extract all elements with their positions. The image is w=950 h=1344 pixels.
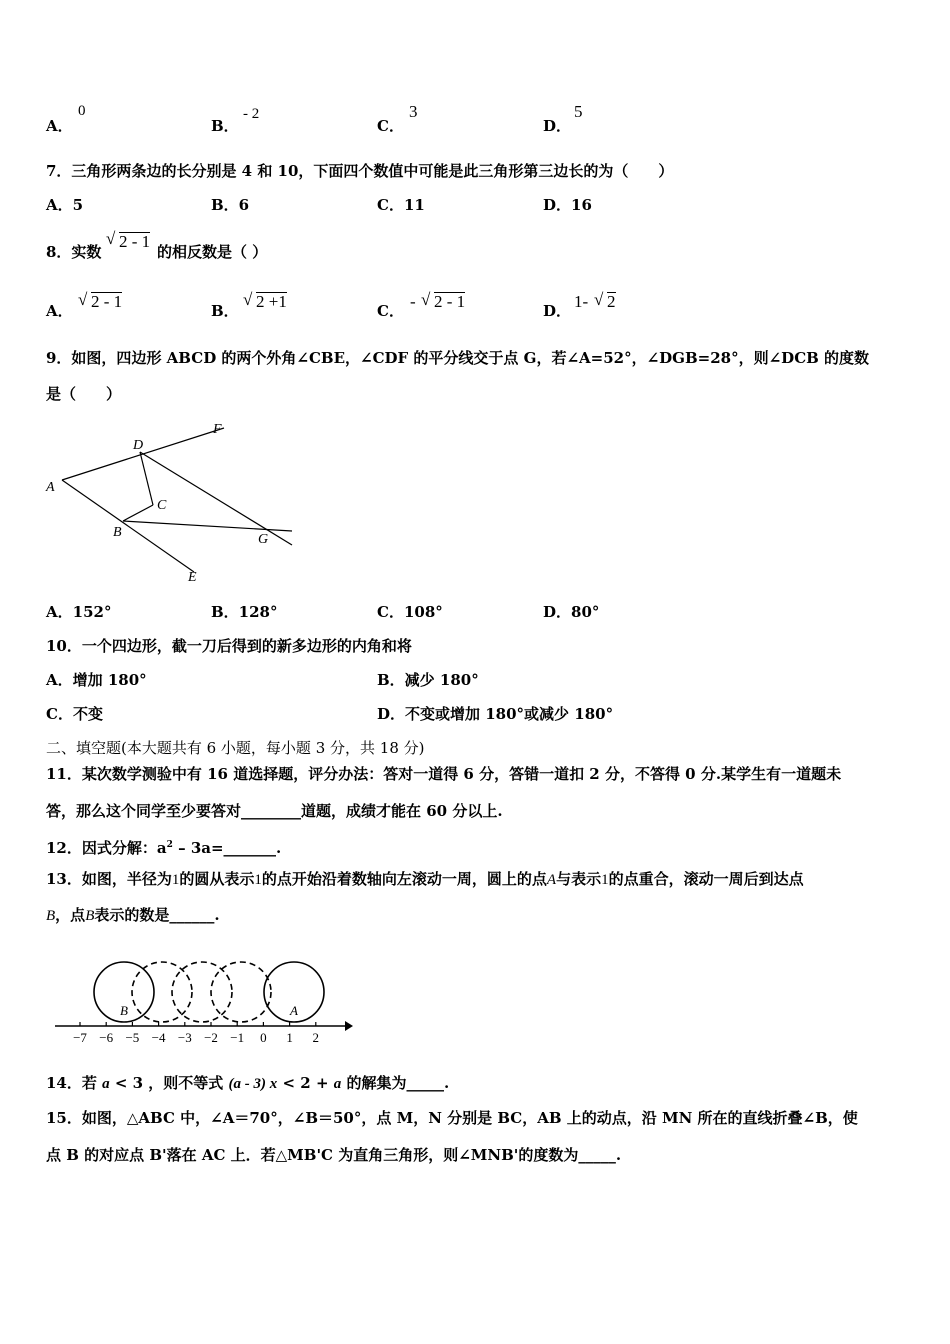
- q13-tick-label: 0: [260, 1030, 267, 1045]
- q13-text-4: 与表示: [556, 870, 602, 888]
- q8-option-c-expression: 2 - 1: [434, 292, 466, 311]
- q8-option-a-label: A．: [46, 302, 73, 320]
- q6-option-a-label: A．: [46, 117, 73, 135]
- q13-tick-label: −4: [151, 1030, 166, 1045]
- q9-label-C: C: [157, 498, 167, 513]
- q9-option-d: D．80°: [543, 603, 600, 621]
- q10-option-a: A．增加 180°: [46, 671, 147, 689]
- q13-arrow-head-icon: [345, 1021, 353, 1031]
- q13-label-B: B: [120, 1003, 128, 1018]
- q14-prefix: 14．若: [46, 1074, 103, 1092]
- q15-line2: 点 B 的对应点 B'落在 AC 上．若△MB'C 为直角三角形，则∠MNB'的度数为_____.: [46, 1146, 622, 1164]
- q13-number-1c: 1: [601, 872, 609, 888]
- q10-option-b: B．减少 180°: [377, 671, 479, 689]
- q13-tick-label: −1: [230, 1030, 245, 1045]
- q7-option-a: A．5: [46, 196, 84, 214]
- q14-var-a-2: a: [333, 1076, 342, 1092]
- q14-condition: < 3 ，则不等式: [109, 1074, 229, 1092]
- q14-suffix: 的解集为_____.: [341, 1074, 450, 1092]
- q9-stem-line2: 是（ ）: [46, 385, 122, 403]
- q6-option-d-label: D．: [543, 117, 572, 135]
- q12-prefix: 12．因式分解：a: [46, 839, 167, 857]
- q7-option-d: D．16: [543, 196, 592, 214]
- q9-label-E: E: [188, 570, 197, 585]
- q13-tick-label: −6: [99, 1030, 114, 1045]
- q6-option-b-label: B．: [211, 117, 239, 135]
- q12-suffix: – 3a=_______.: [172, 839, 282, 857]
- q8-stem-expression: 2 - 1: [119, 232, 151, 251]
- q13-point-B: B: [46, 908, 56, 924]
- q9-label-D: D: [133, 438, 144, 453]
- q9-option-a: A．152°: [46, 603, 112, 621]
- q6-option-b-value: - 2: [243, 106, 260, 122]
- q13-number-1a: 1: [171, 872, 180, 888]
- q13-text-2: 的圆从表示: [179, 870, 255, 888]
- q13-circle-dashed-1: [132, 962, 192, 1022]
- q13-tick-label: −7: [73, 1030, 87, 1045]
- q13-text-3: 的点开始沿着数轴向左滚动一周，圆上的点: [261, 870, 547, 888]
- q6-option-d-value: 5: [574, 102, 583, 121]
- q7-option-b: B．6: [211, 196, 250, 214]
- q9-label-G: G: [258, 532, 269, 547]
- q7-stem: 7．三角形两条边的长分别是 4 和 10，下面四个数值中可能是此三角形第三边长的为（ ）: [46, 162, 674, 180]
- q9-label-B: B: [113, 525, 122, 540]
- q7-option-c: C．11: [377, 196, 425, 214]
- q13-text-1: 13．如图，半径为: [46, 870, 172, 888]
- q13-tick-label: −2: [204, 1030, 218, 1045]
- q8-option-c-label: C．: [377, 302, 404, 320]
- q9-label-F: F: [213, 422, 222, 437]
- q13-text-5: 的点重合，滚动一周后到达点: [608, 870, 804, 888]
- q13-tick-label: 2: [312, 1030, 320, 1045]
- q13-circle-dashed-3: [211, 962, 271, 1022]
- q13-tick-label: −3: [177, 1030, 192, 1045]
- q13-point-A: A: [546, 872, 557, 888]
- q13-circle-dashed-2: [172, 962, 232, 1022]
- q14-inequality: < 2 +: [277, 1074, 334, 1092]
- q6-option-a-value: 0: [78, 103, 86, 119]
- q14-factor: (a - 3): [228, 1076, 267, 1092]
- q8-option-c-sign: -: [410, 292, 416, 311]
- q13-text-7: 表示的数是______.: [94, 906, 220, 924]
- q10-option-c: C．不变: [46, 705, 103, 723]
- q8-option-b-radical-icon: √: [243, 290, 253, 309]
- q8-option-b-expression: 2 +1: [256, 292, 287, 311]
- q12-exponent: 2: [166, 840, 173, 850]
- q13-label-A: A: [290, 1003, 298, 1018]
- q13-tick-label: −5: [125, 1030, 140, 1045]
- q8-stem-suffix: 的相反数是（ ）: [157, 243, 268, 261]
- q13-text-6: ，点: [55, 906, 86, 924]
- q6-option-c-label: C．: [377, 117, 404, 135]
- q14-var-a: a: [102, 1076, 110, 1092]
- q11-line2: 答，那么这个同学至少要答对________道题，成绩才能在 60 分以上.: [46, 802, 503, 820]
- q8-stem-prefix: 8．实数: [46, 243, 102, 261]
- q9-option-b: B．128°: [211, 603, 278, 621]
- q8-option-d-label: D．: [543, 302, 572, 320]
- q11-line1: 11．某次数学测验中有 16 道选择题，评分办法：答对一道得 6 分，答错一道扣 2 分，不答得 0 分.某学生有一道题未: [46, 765, 842, 783]
- q14-var-x: x: [266, 1076, 278, 1092]
- q13-tick-label: 1: [286, 1030, 293, 1045]
- q8-option-d-prefix: 1-: [574, 292, 589, 311]
- q10-option-d: D．不变或增加 180°或减少 180°: [377, 705, 614, 723]
- q8-option-a-expression: 2 - 1: [91, 292, 123, 311]
- q14-question: [46, 1074, 449, 1093]
- q9-label-A: A: [46, 480, 55, 495]
- q13-number-1b: 1: [254, 872, 262, 888]
- q6-option-c-value: 3: [409, 102, 418, 121]
- q10-stem: 10．一个四边形，截一刀后得到的新多边形的内角和将: [46, 637, 412, 655]
- q8-option-a-radical-icon: √: [78, 290, 88, 309]
- q15-line1: 15．如图，△ABC 中，∠A＝70°，∠B＝50°，点 M，N 分别是 BC，AB 上的动点，沿 MN 所在的直线折叠∠B，使: [46, 1109, 858, 1127]
- q8-option-d-expression: 2: [607, 292, 616, 311]
- q9-stem-line1: 9．如图，四边形 ABCD 的两个外角∠CBE，∠CDF 的平分线交于点 G，若∠A=52°，∠DGB=28°，则∠DCB 的度数: [46, 349, 870, 367]
- q8-option-d-radical-icon: √: [594, 290, 604, 309]
- q8-option-c-radical-icon: √: [421, 290, 431, 309]
- q9-option-c: C．108°: [377, 603, 443, 621]
- q8-option-b-label: B．: [211, 302, 239, 320]
- section-2-heading: 二、填空题(本大题共有 6 小题，每小题 3 分，共 18 分): [46, 739, 425, 757]
- q13-point-B-2: B: [85, 908, 95, 924]
- q8-stem-radical-icon: √: [106, 229, 116, 248]
